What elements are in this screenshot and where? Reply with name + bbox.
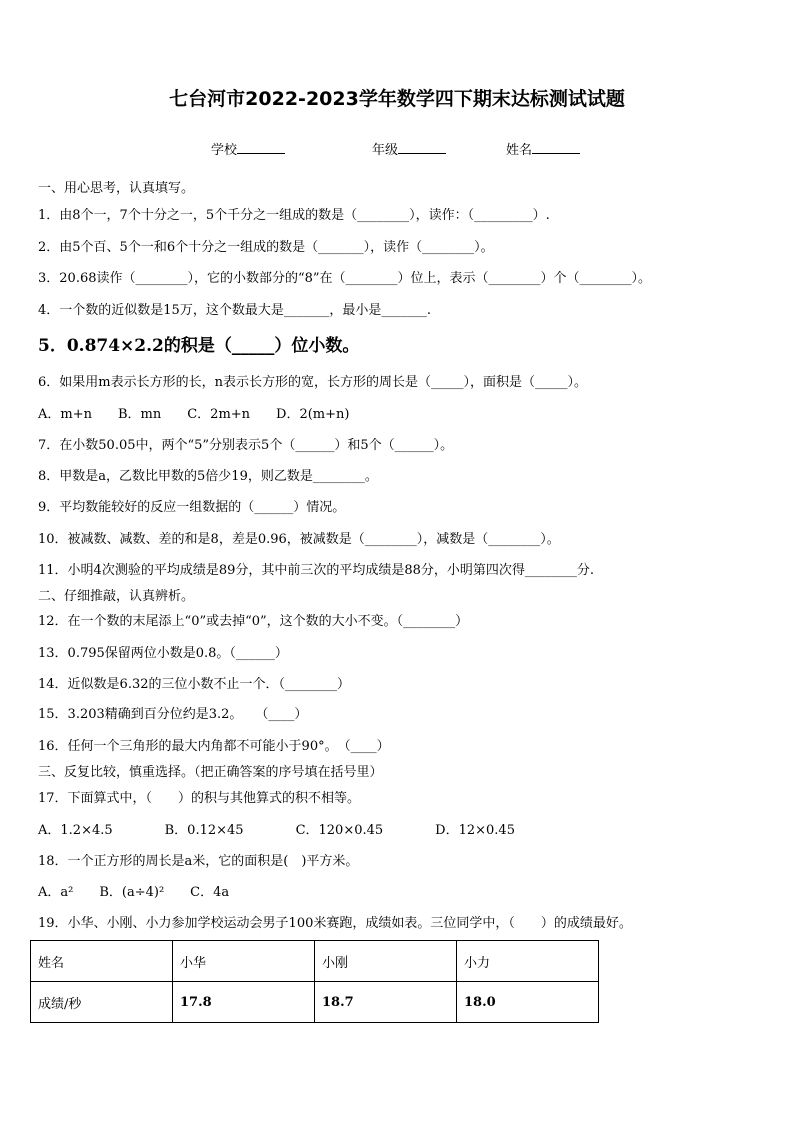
table-cell: 18.7 bbox=[315, 982, 457, 1023]
table-row bbox=[31, 982, 599, 1023]
table-cell: 小刚 bbox=[315, 941, 457, 982]
question-7: 7．在小数50.05中，两个“5”分别表示5个（______）和5个（______）。 bbox=[38, 438, 454, 453]
question-13: 13．0.795保留两位小数是0.8。（______） bbox=[38, 646, 288, 661]
question-17: 17．下面算式中，（ ）的积与其他算式的积不相等。 bbox=[38, 791, 361, 806]
question-19: 19．小华、小刚、小力参加学校运动会男子100米赛跑，成绩如表。三位同学中，（ ）的成绩最好。 bbox=[38, 916, 632, 931]
grade-blank[interactable] bbox=[398, 140, 446, 154]
section-1-heading: 一、用心思考，认真填写。 bbox=[38, 181, 195, 196]
question-18-options: A．a² B．(a÷4)² C．4a bbox=[38, 885, 230, 900]
table-cell: 成绩/秒 bbox=[31, 982, 173, 1023]
question-2: 2．由5个百、5个一和6个十分之一组成的数是（_______），读作（________）。 bbox=[38, 240, 494, 255]
question-6-options: A．m+n B．mn C．2m+n D．2(m+n) bbox=[38, 407, 350, 422]
school-field bbox=[211, 140, 285, 160]
grade-field bbox=[372, 140, 446, 160]
name-label: 姓名 bbox=[506, 143, 533, 158]
grade-label: 年级 bbox=[372, 143, 399, 158]
school-blank[interactable] bbox=[237, 140, 285, 154]
question-9: 9．平均数能较好的反应一组数据的（______）情况。 bbox=[38, 500, 346, 515]
question-12: 12．在一个数的末尾添上“0”或去掉“0”，这个数的大小不变。（________） bbox=[38, 614, 469, 629]
name-blank[interactable] bbox=[532, 140, 580, 154]
table-header-row bbox=[31, 941, 599, 982]
question-1: 1．由8个一，7个十分之一，5个千分之一组成的数是（________），读作：（_________）. bbox=[38, 208, 550, 223]
page-title: 七台河市2022-2023学年数学四下期末达标测试试题 bbox=[169, 88, 625, 110]
section-2-heading: 二、仔细推敲，认真辨析。 bbox=[38, 589, 195, 604]
question-5: 5．0.874×2.2的积是（_____）位小数。 bbox=[38, 336, 360, 356]
table-cell: 18.0 bbox=[457, 982, 599, 1023]
question-14: 14．近似数是6.32的三位小数不止一个．（________） bbox=[38, 677, 350, 692]
name-field bbox=[506, 140, 580, 160]
question-8: 8．甲数是a，乙数比甲数的5倍少19，则乙数是________。 bbox=[38, 469, 378, 484]
table-cell: 17.8 bbox=[173, 982, 315, 1023]
table-cell: 姓名 bbox=[31, 941, 173, 982]
question-11: 11．小明4次测验的平均成绩是89分，其中前三次的平均成绩是88分，小明第四次得________分. bbox=[38, 563, 595, 578]
table-cell: 小华 bbox=[173, 941, 315, 982]
question-3: 3．20.68读作（________），它的小数部分的“8”在（________）位上，表示（________）个（________）。 bbox=[38, 271, 652, 286]
section-3-heading: 三、反复比较，慎重选择。（把正确答案的序号填在括号里） bbox=[38, 765, 383, 780]
question-17-options: A．1.2×4.5 B．0.12×45 C．120×0.45 D．12×0.45 bbox=[38, 823, 515, 838]
question-6: 6．如果用m表示长方形的长，n表示长方形的宽，长方形的周长是（_____），面积是（_____）。 bbox=[38, 375, 587, 390]
question-10: 10．被减数、减数、差的和是8，差是0.96，被减数是（________），减数是（________）。 bbox=[38, 532, 560, 547]
question-16: 16．任何一个三角形的最大内角都不可能小于90°。 （____） bbox=[38, 739, 390, 754]
question-4: 4．一个数的近似数是15万，这个数最大是_______，最小是_______. bbox=[38, 303, 431, 318]
table-cell: 小力 bbox=[457, 941, 599, 982]
school-label: 学校 bbox=[211, 143, 238, 158]
question-15: 15．3.203精确到百分位约是3.2。 （____） bbox=[38, 707, 308, 722]
question-18: 18．一个正方形的周长是a米，它的面积是( )平方米。 bbox=[38, 854, 359, 869]
results-table bbox=[30, 940, 599, 1023]
